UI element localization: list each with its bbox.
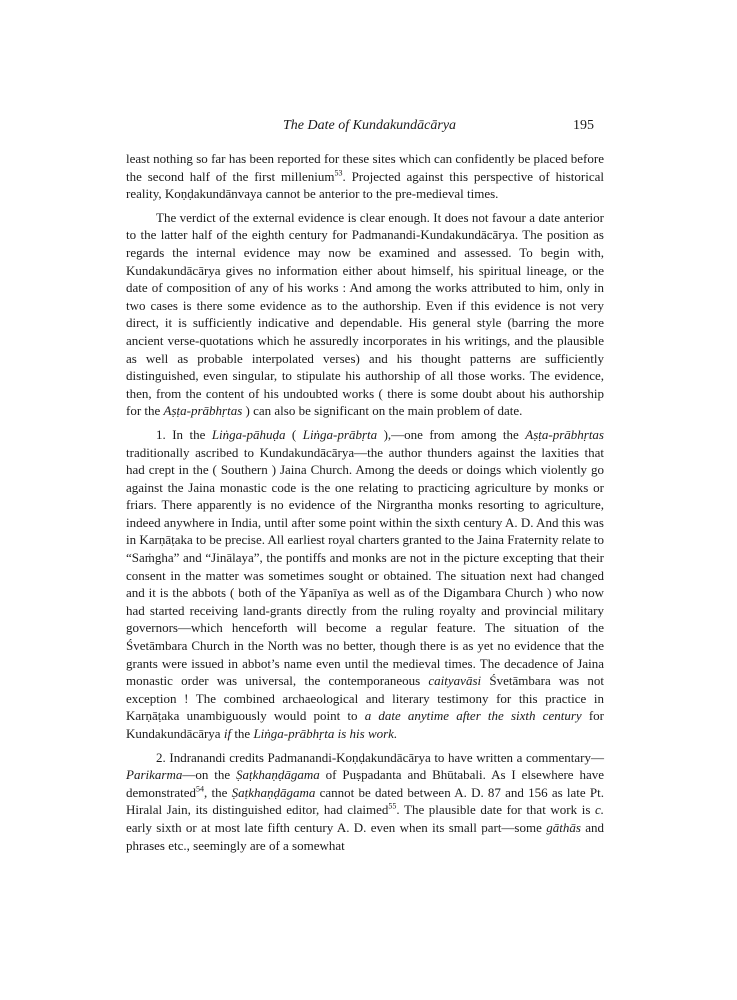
italic-term: if [223, 726, 232, 741]
text-run: . The plausible date for that work is [396, 802, 595, 818]
footnote-ref: 53 [334, 168, 343, 178]
text-run: the [231, 726, 254, 741]
text-run: The verdict of the external evidence is clear enough. It does not favour a date anterior to the latter half of the eighth century for Padmanandi-Kundakundācārya. The position as regards the internal evidence may now be examined and assessed. To begin with, Kundakundācārya gives no information either about himself, his spiritual lineage, or the date of composition of any of his works : And among the works attributed to him, only in two cases is there some evidence as to the authorship. Even if this evidence is not very direct, it is sufficiently indicative and dependable. His general style (barring the more ancient verse-quotations which he assuredly incorporates in his writings, and the plausible as well as probable interpolated verses) and his thought patterns are sufficiently distinguished, even singular, to stipulate his authorship of all those works. The evidence, then, from the content of his undoubted works ( there is some doubt about his authorship for the [126, 209, 604, 419]
text-run: ( [285, 426, 303, 442]
text-run: traditionally ascribed to Kundakundācārya—the author thunders against the laxities that had crept in the ( Southern ) Jaina Church. Among the deeds or doings which violently go against the Jaina monastic code is the one relating to practicing agriculture by monks or friars. There apparently is no evidence of the Nirgrantha monks resorting to agriculture, indeed anywhere in India, until after some point within the sixth century A. D. And this was in Karṇāṭaka to be precise. All earliest royal charters granted to the Jaina Fraternity relate to “Saṁgha” and “Jinālaya”, the pontiffs and monks are not in the picture excepting that their consent in the matter was sometimes sought or obtained. The situation next had changed and it is the abbots ( both of the Yāpanīya as well as of the Digambara Church ) who now had started receiving land-grants directly from the ruling royalty and provincial military governors—which henceforth will become a regular feature. The situation of the Śvetāmbara Church in the North was no better, though there is as yet no evidence that the grants were issued in abbot’s name even until the medieval times. The decadence of Jaina monastic order was universal, the contemporaneous [126, 444, 604, 689]
text-run: least nothing so far has been reported for these sites which can confidently be placed before the second half of the first millenium [126, 151, 604, 184]
italic-term: Liṅga-prābṛta [302, 426, 378, 442]
italic-term: Liṅga-prābhṛta is his work. [253, 726, 398, 741]
running-title: The Date of Kundakundācārya [283, 118, 457, 133]
footnote-ref: 55 [388, 802, 397, 812]
text-run: Śvetāmbara was not exception ! The combined archaeological and literary testimony for this practice in Karṇāṭaka unambiguously would point to [126, 673, 604, 724]
text-run: , the [204, 784, 232, 800]
text-run: early sixth or at most late fifth century A. D. even when its small part—some [126, 819, 547, 835]
text-run: ),—one from among the [377, 426, 526, 442]
text-run: —on the [182, 767, 236, 783]
italic-term: Liṅga-pāhuḍa [211, 426, 286, 442]
paragraph [126, 209, 604, 420]
text-run: 2. Indranandi credits Padmanandi-Koṇḍakundācārya to have written a commentary— [156, 749, 604, 765]
italic-term: Ṣaṭkhaṇḍāgama [231, 784, 316, 800]
paragraph [126, 150, 604, 203]
text-run: 1. In the [156, 426, 212, 442]
italic-term: Ṣaṭkhaṇḍāgama [236, 767, 320, 783]
footnote-ref: 54 [196, 784, 205, 794]
text-run: ) can also be significant on the main problem of date. [242, 403, 523, 419]
paragraph [126, 749, 604, 855]
italic-term: Aṣṭa-prābhṛtas [525, 426, 604, 442]
text-run: and phrases etc., seemingly are of a somewhat [126, 819, 604, 853]
text-run: cannot be dated between A. D. 87 and 156 as late Pt. Hiralal Jain, its distinguished editor, had claimed [126, 784, 604, 818]
paragraph [126, 426, 604, 743]
text-run: of Puṣpadanta and Bhūtabali. As I elsewhere have demonstrated [126, 767, 604, 800]
body-text [126, 150, 604, 860]
italic-term: gāthās [546, 819, 581, 835]
italic-term: a date anytime after the sixth century [364, 708, 582, 724]
italic-term: c. [594, 802, 604, 818]
italic-term: Aṣṭa-prābhṛtas [163, 403, 243, 419]
italic-term: caityavāsi [428, 673, 482, 689]
text-run: . Projected against this perspective of historical reality, Koṇḍakundānvaya cannot be anterior to the pre-medieval times. [126, 168, 604, 202]
page-header [0, 118, 737, 138]
text-run: for Kundakundācārya [126, 708, 604, 741]
italic-term: Parikarma [126, 767, 183, 783]
page-number: 195 [573, 118, 594, 133]
